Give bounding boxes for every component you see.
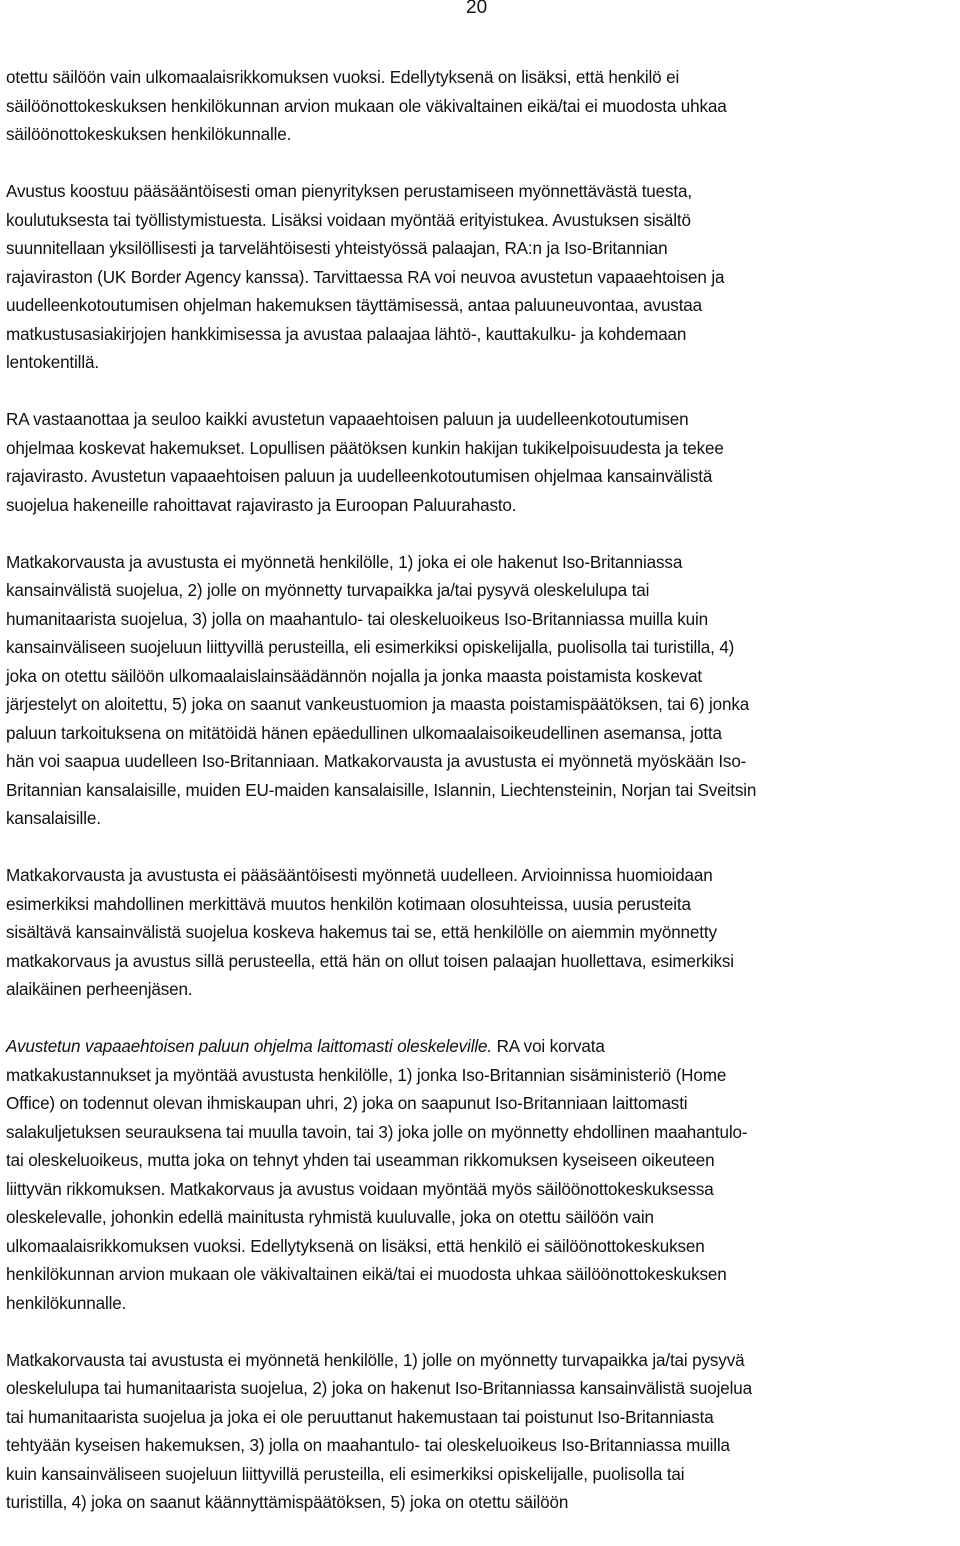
text-line: oleskelevalle, johonkin edellä mainitusta ryhmistä kuuluvalle, joka on otettu säilöön vain [6, 1208, 654, 1227]
paragraph-2 [6, 178, 958, 378]
text-line: humanitaarista suojelua, 3) jolla on maahantulo- tai oleskeluoikeus Iso-Britanniassa muilla kuin [6, 609, 709, 629]
text-line: tai oleskeluoikeus, mutta joka on tehnyt yhden tai useamman rikkomuksen kyseiseen oikeuteen [6, 1151, 715, 1170]
text-line: kuin kansainväliseen suojeluun liittyvillä perusteilla, eli esimerkiksi opiskelijalle, puolisolla tai [6, 1464, 685, 1484]
text-line: Office) on todennut olevan ihmiskaupan uhri, 2) joka on saapunut Iso-Britanniaan laittomasti [6, 1094, 688, 1113]
text-line: joka on otettu säilöön ulkomaalaislainsäädännön nojalla ja jonka maasta poistamista koskevat [6, 666, 703, 686]
paragraph-4 [6, 549, 958, 834]
text-line: Avustus koostuu pääsääntöisesti oman pienyrityksen perustamiseen myönnettävästä tuesta, [6, 182, 692, 201]
text-line: sisältävä kansainvälistä suojelua koskeva hakemus tai se, että henkilölle on aiemmin myönnetty [6, 923, 717, 942]
text-line: RA vastaanottaa ja seuloo kaikki avustetun vapaaehtoisen paluun ja uudelleenkotoutumisen [6, 410, 689, 429]
italic-run-in-heading: Avustetun vapaaehtoisen paluun ohjelma laittomasti oleskeleville. [6, 1037, 492, 1056]
text-line: ohjelmaa koskevat hakemukset. Lopullisen päätöksen kunkin hakijan tukikelpoisuudesta ja tekee [6, 438, 724, 458]
document-body [6, 64, 958, 1546]
page-number: 20 [466, 0, 488, 18]
text-line: alaikäinen perheenjäsen. [6, 980, 193, 999]
text-line: kansalaisille. [6, 809, 101, 828]
text-line: esimerkiksi mahdollinen merkittävä muutos henkilön kotimaan olosuhteissa, uusia perusteita [6, 894, 691, 914]
text-line: turistilla, 4) joka on saanut käännyttämispäätöksen, 5) joka on otettu säilöön [6, 1493, 569, 1512]
text-line: lentokentillä. [6, 353, 99, 372]
text-line: ulkomaalaisrikkomuksen vuoksi. Edellytyksenä on lisäksi, että henkilö ei säilöönottokeskuksen [6, 1236, 705, 1256]
text-line: suunnitellaan yksilöllisesti ja tarvelähtöisesti yhteistyössä palaajan, RA:n ja Iso-Britannian [6, 239, 668, 258]
paragraph-5 [6, 862, 958, 1005]
text-line: henkilökunnalle. [6, 1293, 127, 1313]
text-line: matkakustannukset ja myöntää avustusta henkilölle, 1) jonka Iso-Britannian sisäministeriö (Home [6, 1065, 727, 1085]
paragraph-3 [6, 406, 958, 520]
text-line: liittyvän rikkomuksen. Matkakorvaus ja avustus voidaan myöntää myös säilöönottokeskuksessa [6, 1179, 714, 1199]
text-line: paluun tarkoituksena on mitätöidä hänen epäedullinen ulkomaalaisoikeudellinen asemansa, jotta [6, 723, 722, 743]
paragraph-7 [6, 1347, 958, 1518]
text-line: Matkakorvausta ja avustusta ei pääsääntöisesti myönnetä uudelleen. Arvioinnissa huomioidaan [6, 866, 713, 885]
text-line: tai humanitaarista suojelua ja joka ei ole peruuttanut hakemustaan tai poistunut Iso-Britanniasta [6, 1407, 714, 1427]
text-line: kansainväliseen suojeluun liittyvillä perusteilla, eli esimerkiksi opiskelijalla, puolisolla tai turistilla, 4) [6, 638, 735, 657]
text-line: hän voi saapua uudelleen Iso-Britanniaan. Matkakorvausta ja avustusta ei myönnetä myöskään Iso- [6, 752, 747, 771]
text-line: uudelleenkotoutumisen ohjelman hakemuksen täyttämisessä, antaa paluuneuvontaa, avustaa [6, 296, 703, 315]
text-line: Britannian kansalaisille, muiden EU-maiden kansalaisille, Islannin, Liechtensteinin, Norjan tai Sveitsin [6, 780, 757, 800]
heading-continuation: RA voi korvata [491, 1037, 605, 1056]
text-line: tehtyään kyseisen hakemuksen, 3) jolla on maahantulo- tai oleskeluoikeus Iso-Britanniassa muilla [6, 1436, 730, 1455]
text-line: oleskelulupa tai humanitaarista suojelua, 2) joka on hakenut Iso-Britanniassa kansainvälistä suojelua [6, 1379, 752, 1398]
text-line: Matkakorvausta tai avustusta ei myönnetä henkilölle, 1) jolle on myönnetty turvapaikka ja/tai pysyvä [6, 1350, 745, 1370]
paragraph-1 [6, 64, 958, 150]
text-line: säilöönottokeskuksen henkilökunnan arvion mukaan ole väkivaltainen eikä/tai ei muodosta uhkaa [6, 96, 727, 116]
text-line: salakuljetuksen seurauksena tai muulla tavoin, tai 3) joka jolle on myönnetty ehdollinen maahantulo- [6, 1122, 748, 1142]
text-line: Matkakorvausta ja avustusta ei myönnetä henkilölle, 1) joka ei ole hakenut Iso-Britanniassa [6, 552, 683, 572]
text-line: järjestelyt on aloitettu, 5) joka on saanut vankeustuomion ja maasta poistamispäätöksen, tai 6) jonka [6, 695, 750, 714]
text-line: kansainvälistä suojelua, 2) jolle on myönnetty turvapaikka ja/tai pysyvä oleskelulupa tai [6, 581, 650, 600]
text-line: suojelua hakeneille rahoittavat rajavirasto ja Euroopan Paluurahasto. [6, 495, 517, 515]
text-line: koulutuksesta tai työllistymistuesta. Lisäksi voidaan myöntää erityistukea. Avustuksen sisältö [6, 210, 691, 230]
text-line: matkustusasiakirjojen hankkimisessa ja avustaa palaajaa lähtö-, kauttakulku- ja kohdemaan [6, 324, 687, 344]
text-line: henkilökunnan arvion mukaan ole väkivaltainen eikä/tai ei muodosta uhkaa säilöönottokeskuksen [6, 1265, 727, 1284]
paragraph-6 [6, 1033, 958, 1318]
text-line: rajavirasto. Avustetun vapaaehtoisen paluun ja uudelleenkotoutumisen ohjelmaa kansainvälistä [6, 467, 713, 486]
text-line: otettu säilöön vain ulkomaalaisrikkomuksen vuoksi. Edellytyksenä on lisäksi, että henkilö ei [6, 68, 680, 87]
text-line: rajaviraston (UK Border Agency kanssa). Tarvittaessa RA voi neuvoa avustetun vapaaehtoisen ja [6, 267, 725, 287]
text-line-with-italic-heading [6, 1033, 958, 1062]
text-line: matkakorvaus ja avustus sillä perusteella, että hän on ollut toisen palaajan huollettava, esimerkiksi [6, 951, 734, 971]
text-line: säilöönottokeskuksen henkilökunnalle. [6, 125, 292, 144]
